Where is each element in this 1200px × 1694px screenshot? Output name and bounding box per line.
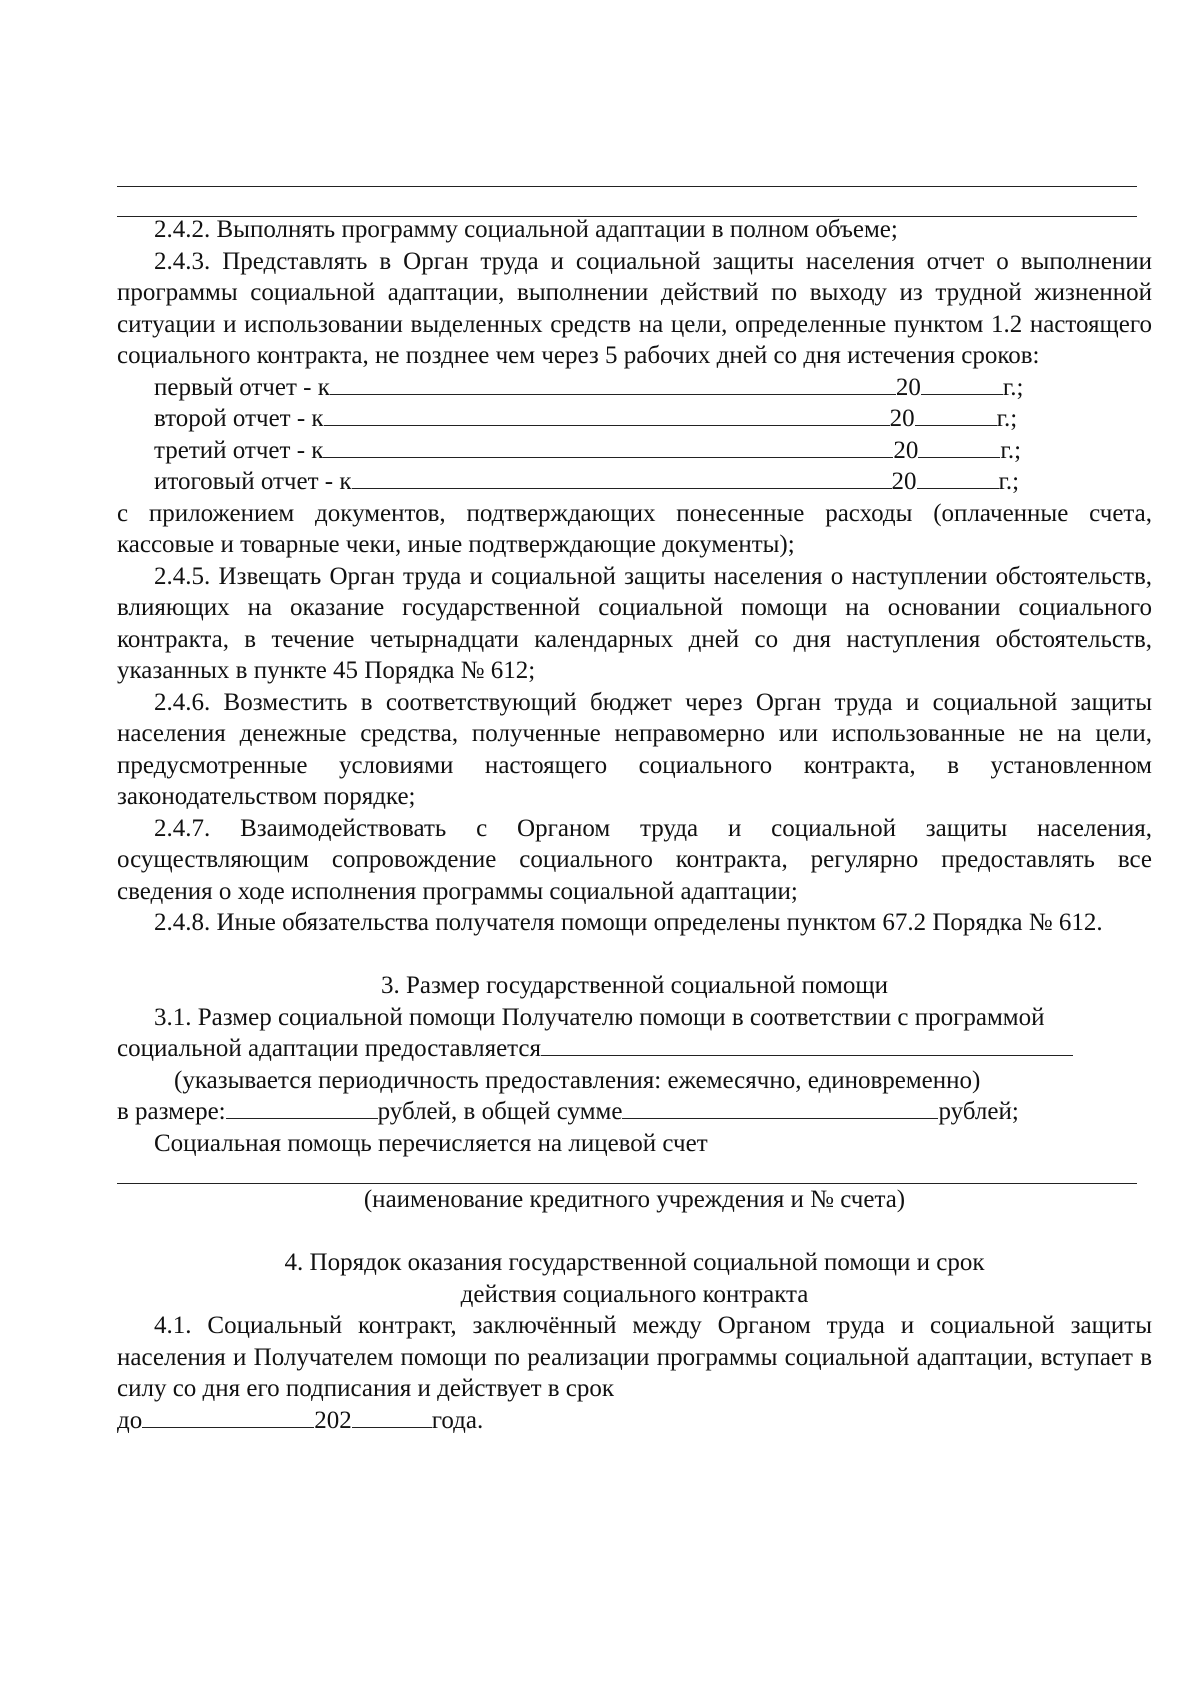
report-year-field[interactable] (915, 403, 997, 426)
contract-term-row (117, 1405, 1152, 1437)
clause-2-4-8: 2.4.8. Иные обязательства получателя помощи определены пунктом 67.2 Порядка № 612. (154, 909, 1103, 936)
report-row-2 (117, 403, 1152, 435)
report-date-field[interactable] (323, 435, 893, 458)
report-year-field[interactable] (921, 372, 1003, 395)
clause-3-1-text: социальной адаптации предоставляется (117, 1035, 542, 1062)
report-year-prefix: 20 (891, 468, 917, 495)
section-4-title-line-1: 4. Порядок оказания государственной социальной помощи и срок (284, 1249, 985, 1276)
report-year-prefix: 20 (893, 436, 919, 464)
clause-2-4-6: 2.4.6. Возместить в соответствующий бюджет через Орган труда и социальной защиты населения денежные средства, полученные неправомерно или использованные не на цели, предусмотренные условиями настоящего социального контракта, в установленном законодательством порядке; (117, 688, 1152, 810)
clause-2-4-7: 2.4.7. Взаимодействовать с Органом труда и социальной защиты населения, осуществляющим сопровождение социального контракта, регулярно предоставлять все сведения о ходе исполнения программы социальной адаптации; (117, 814, 1152, 905)
term-date-field[interactable] (142, 1405, 314, 1428)
clause-2-4-5: 2.4.5. Извещать Орган труда и социальной защиты населения о наступлении обстоятельств, влияющих на оказание государственной социальной помощи на основании социального контракта, в течение четырнадцати календарных дней со дня наступления обстоятельств, указанных в пункте 45 Порядка № 612; (117, 562, 1152, 684)
report-year-field[interactable] (917, 466, 999, 489)
report-suffix: г.; (996, 405, 1018, 432)
report-suffix: г.; (998, 468, 1020, 495)
clause-2-4-2: 2.4.2. Выполнять программу социальной адаптации в полном объеме; (154, 216, 898, 243)
attachments-text: с приложением документов, подтверждающих понесенные расходы (оплаченные счета, кассовые и товарные чеки, иные подтверждающие документы); (117, 499, 1152, 558)
report-date-field[interactable] (330, 372, 896, 395)
report-row-4 (117, 466, 1152, 498)
amount-end-text: рублей; (938, 1098, 1019, 1125)
amount-row (117, 1096, 1152, 1128)
clause-3-1-line-1: 3.1. Размер социальной помощи Получателю помощи в соответствии с программой (154, 1003, 1045, 1031)
amount-label: в размере: (117, 1098, 226, 1125)
report-row-1 (117, 372, 1152, 404)
until-label: до (117, 1406, 143, 1434)
report-year-prefix: 20 (889, 405, 915, 432)
report-label: второй отчет - к (154, 405, 324, 432)
report-year-field[interactable] (918, 435, 1000, 458)
amount-mid-text: рублей, в общей сумме (377, 1098, 623, 1125)
section-4-title-line-2: действия социального контракта (460, 1280, 809, 1308)
account-hint: (наименование кредитного учреждения и № счета) (363, 1186, 906, 1213)
term-year-prefix: 202 (314, 1406, 352, 1434)
term-year-field[interactable] (352, 1405, 432, 1428)
section-3-title: 3. Размер государственной социальной помощи (380, 972, 889, 999)
periodicity-field[interactable] (541, 1033, 1073, 1056)
report-date-field[interactable] (352, 466, 892, 489)
top-blank-line-1 (117, 186, 1137, 187)
amount-field[interactable] (226, 1096, 378, 1119)
clause-2-4-3: 2.4.3. Представлять в Орган труда и социальной защиты населения отчет о выполнении программы социальной адаптации, выполнении действий по выходу из трудной жизненной ситуации и использовании выделенных средств на цели, определенные пунктом 1.2 настоящего социального контракта, не позднее чем через 5 рабочих дней со дня истечения сроков: (117, 247, 1152, 369)
report-year-prefix: 20 (895, 373, 921, 401)
document-body (117, 214, 1152, 1436)
report-label: первый отчет - к (154, 373, 330, 401)
account-text: Социальная помощь перечисляется на лицевой счет (154, 1129, 708, 1157)
report-date-field[interactable] (324, 403, 890, 426)
report-suffix: г.; (1002, 373, 1024, 401)
report-label: итоговый отчет - к (154, 468, 352, 495)
clause-3-1-line-2 (117, 1033, 1152, 1065)
report-row-3 (117, 435, 1152, 467)
term-end-text: года. (431, 1406, 484, 1434)
total-amount-field[interactable] (622, 1096, 938, 1119)
clause-4-1: 4.1. Социальный контракт, заключённый между Органом труда и социальной защиты населения и Получателем помощи по реализации программы социальной адаптации, вступает в силу со дня его подписания и действует в срок (117, 1312, 1152, 1402)
report-suffix: г.; (1000, 436, 1022, 464)
report-label: третий отчет - к (154, 436, 324, 464)
periodicity-hint: (указывается периодичность предоставления: ежемесячно, единовременно) (174, 1066, 981, 1094)
